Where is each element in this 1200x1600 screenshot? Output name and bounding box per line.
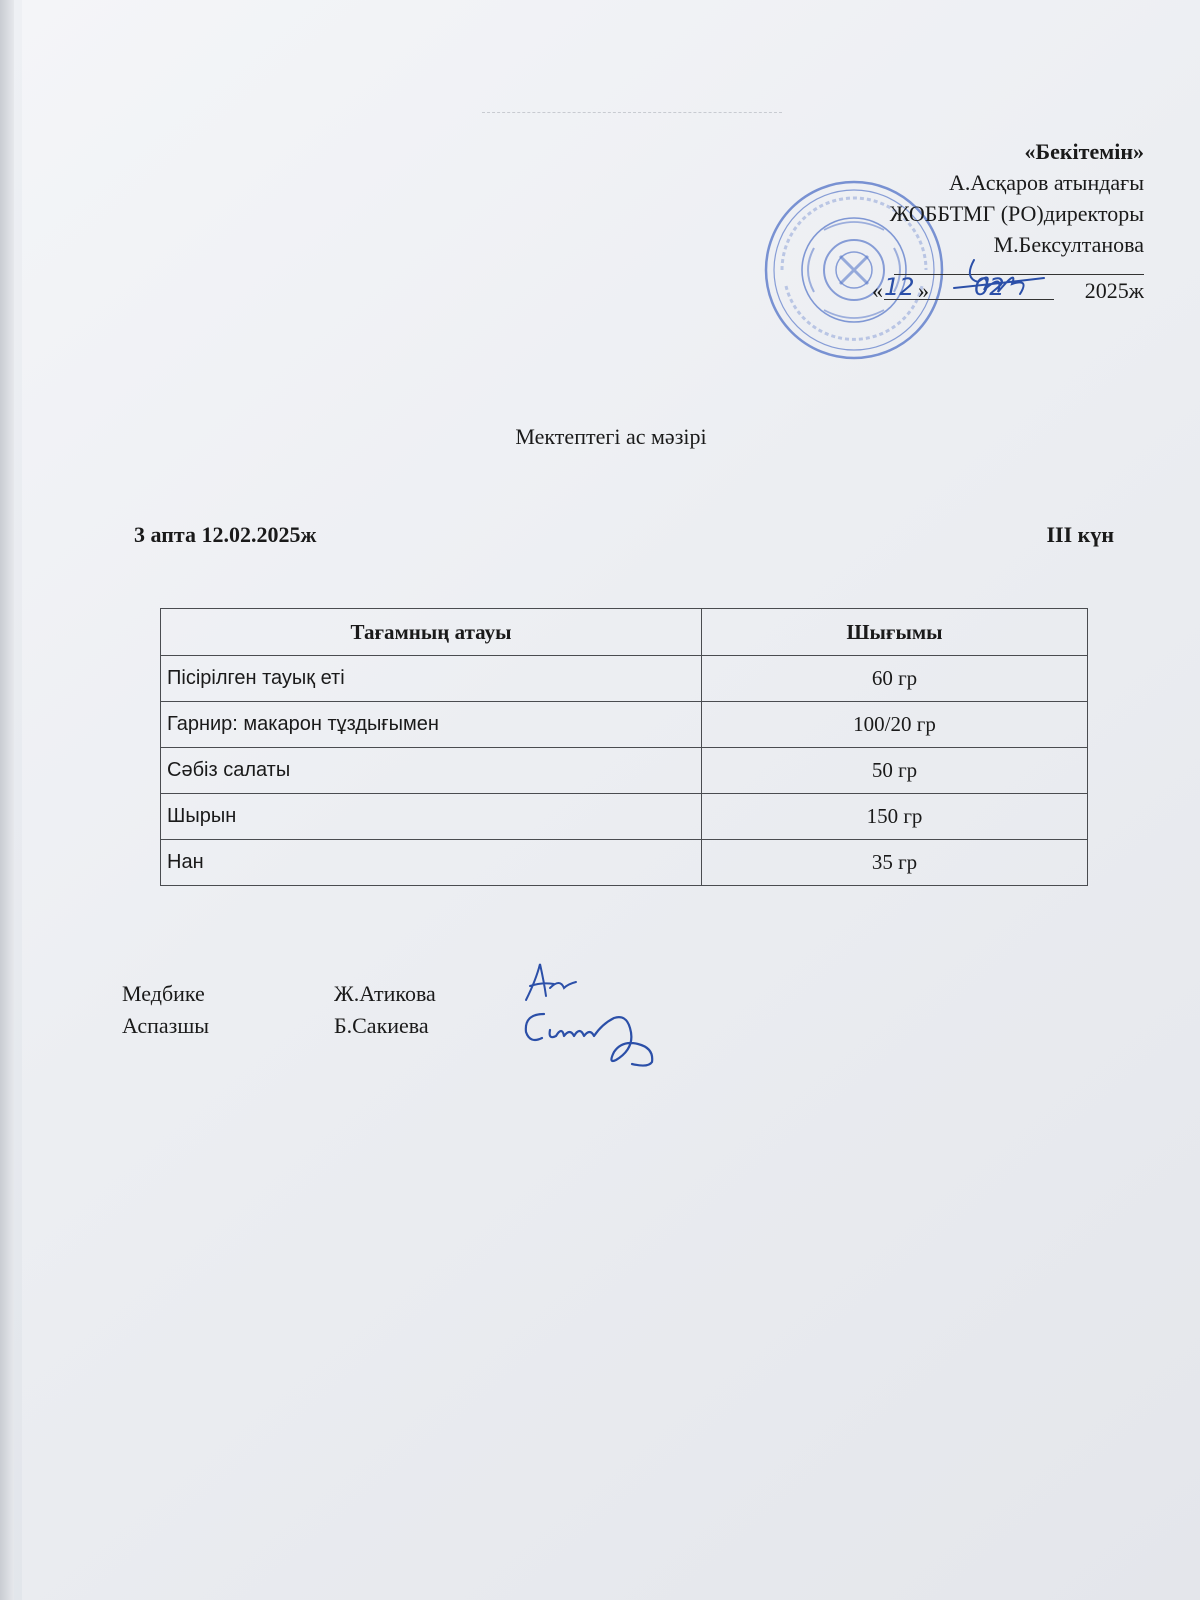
approval-signatory: М.Бексултанова — [993, 232, 1144, 257]
date-day-handwritten: 12 — [884, 273, 915, 301]
table-row — [161, 794, 1088, 840]
staff-block — [122, 978, 522, 1042]
date-open-quote: « — [872, 278, 883, 303]
dish-name: Гарнир: макарон тұздығымен — [161, 702, 702, 748]
table-row — [161, 702, 1088, 748]
dish-portion: 150 гр — [702, 794, 1088, 840]
director-signature — [934, 248, 1064, 308]
staff-row-cook — [122, 1010, 522, 1042]
table-row — [161, 748, 1088, 794]
date-year: 2025ж — [1084, 278, 1144, 303]
dish-name: Шырын — [161, 794, 702, 840]
nurse-signature — [520, 960, 580, 1008]
staff-role: Аспазшы — [122, 1013, 210, 1038]
cook-signature — [518, 1004, 668, 1074]
day-number: ІІІ күн — [1046, 522, 1114, 547]
menu-table — [160, 608, 1088, 886]
dish-name: Сәбіз салаты — [161, 748, 702, 794]
document-sheet — [22, 0, 1200, 1600]
staff-name: Ж.Атикова — [334, 981, 436, 1006]
week-date-row — [134, 522, 1114, 548]
approval-position-line: ЖОББТМГ (РО)директоры — [889, 201, 1144, 226]
show-through-line — [482, 112, 782, 114]
staff-role: Медбике — [122, 981, 205, 1006]
approval-school-line: А.Асқаров атындағы — [949, 170, 1144, 195]
dish-portion: 100/20 гр — [702, 702, 1088, 748]
week-date: 3 апта 12.02.2025ж — [134, 522, 317, 547]
document-title: Мектептегі ас мәзірі — [515, 424, 707, 449]
column-header-portion: Шығымы — [702, 609, 1088, 656]
approval-title: «Бекітемін» — [1024, 139, 1144, 164]
column-header-dish: Тағамның атауы — [161, 609, 702, 656]
staff-name: Б.Сакиева — [334, 1013, 429, 1038]
dish-portion: 50 гр — [702, 748, 1088, 794]
table-row — [161, 656, 1088, 702]
date-close-quote: » — [918, 278, 929, 303]
table-row — [161, 840, 1088, 886]
dish-portion: 35 гр — [702, 840, 1088, 886]
date-month-handwritten: 02 — [974, 273, 1005, 301]
staff-row-nurse — [122, 978, 522, 1010]
dish-name: Нан — [161, 840, 702, 886]
dish-name: Пісірілген тауық еті — [161, 656, 702, 702]
table-header-row — [161, 609, 1088, 656]
page-edge — [0, 0, 14, 1600]
dish-portion: 60 гр — [702, 656, 1088, 702]
